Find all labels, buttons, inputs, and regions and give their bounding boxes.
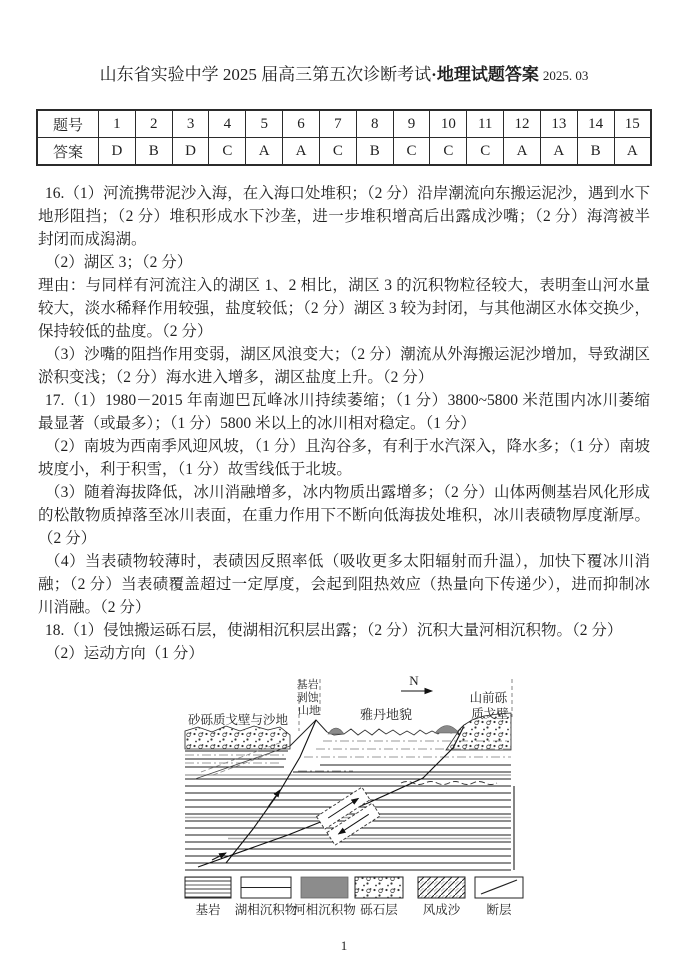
question-number-cell: 7 <box>319 110 356 138</box>
question-number-cell: 9 <box>393 110 430 138</box>
answer-cell: A <box>614 138 651 166</box>
legend-item <box>355 877 403 917</box>
table-row-answers <box>37 138 651 166</box>
answer-cell: C <box>319 138 356 166</box>
question-number-cell: 2 <box>135 110 172 138</box>
legend-item <box>475 877 523 917</box>
answer-cell: B <box>577 138 614 166</box>
question-number-cell: 6 <box>283 110 320 138</box>
answer-paragraph: （3）沙嘴的阻挡作用变弱，湖区风浪变大；（2 分）潮流从外海搬运泥沙增加，导致湖区淤积变浅；（2 分）海水进入增多，湖区盐度上升。（2 分） <box>38 346 650 386</box>
row-header-question: 题号 <box>37 110 99 138</box>
answer-paragraph: （4）当表碛物较薄时，表碛因反照率低（吸收更多太阳辐射而升温），加快下覆冰川消融；（2 分）当表碛覆盖超过一定厚度，会起到阻热效应（热量向下传递少），进而抑制冰川消融。（2 分） <box>38 553 650 616</box>
answer-cell: D <box>172 138 209 166</box>
answer-cell: C <box>430 138 467 166</box>
answer-cell: A <box>246 138 283 166</box>
legend-label: 断层 <box>486 903 512 917</box>
answer-paragraph: 理由：与同样有河流注入的湖区 1、2 相比，湖区 3 的沉积物粒径较大，表明奎山河水量较大，淡水稀释作用较强，盐度较低；（2 分）湖区 3 较为封闭，与其他湖区水体交换少，保持较低的盐度。（2 分） <box>38 277 650 340</box>
question-number-cell: 1 <box>99 110 136 138</box>
answer-paragraph: （2）南坡为西南季风迎风坡，（1 分）且沟谷多，有利于水汽深入，降水多；（1 分）南坡坡度小，利于积雪，（1 分）故雪线低于北坡。 <box>38 438 650 478</box>
question-number-cell: 13 <box>540 110 577 138</box>
legend <box>185 877 523 917</box>
answer-paragraph: （2）运动方向（1 分） <box>45 645 204 662</box>
question-number-cell: 14 <box>577 110 614 138</box>
answer-paragraph: 16.（1）河流携带泥沙入海，在入海口处堆积；（2 分）沿岸潮流向东搬运泥沙，遇到水下地形阻挡；（2 分）堆积形成水下沙垄，进一步堆积增高后出露成沙嘴；（2 分）海湾被半封闭而成潟湖。 <box>38 185 650 248</box>
bedrock-mountain <box>290 720 327 746</box>
sand-mound <box>328 728 344 734</box>
page-number: 1 <box>340 938 348 953</box>
question-number-cell: 3 <box>172 110 209 138</box>
question-number-cell: 8 <box>356 110 393 138</box>
legend-item <box>235 877 298 917</box>
label-mountain: 基岩 剥蚀 山地 <box>296 679 320 717</box>
answer-paragraph: 18.（1）侵蚀搬运砾石层，使湖相沉积层出露；（2 分）沉积大量河相沉积物。（2 分） <box>45 622 623 639</box>
legend-label: 河相沉积物 <box>293 903 356 917</box>
answer-cell: A <box>540 138 577 166</box>
legend-swatch-aeolian-icon <box>418 877 465 898</box>
row-header-answer: 答案 <box>37 138 99 166</box>
answer-paragraph: 17.（1）1980－2015 年南迦巴瓦峰冰川持续萎缩；（1 分）3800~5800 米范围内冰川萎缩最显著（或最多）；（1 分）5800 米以上的冰川相对稳定。（1 分） <box>38 392 650 432</box>
title-date: 2025. 03 <box>542 68 589 83</box>
north-arrow-icon <box>401 673 432 691</box>
answer-paragraph: （2）湖区 3；（2 分） <box>45 254 193 271</box>
legend-item <box>293 877 356 917</box>
page-title <box>0 62 688 89</box>
legend-label: 风成沙 <box>422 903 461 917</box>
answer-cell: C <box>393 138 430 166</box>
question-number-cell: 15 <box>614 110 651 138</box>
legend-item <box>418 877 465 917</box>
label-yardang: 雅丹地貌 <box>359 707 413 722</box>
question-number-cell: 12 <box>504 110 541 138</box>
legend-swatch-bedrock-icon <box>185 877 231 898</box>
answer-paragraph: （3）随着海拔降低，冰川消融增多，冰内物质出露增多；（2 分）山体两侧基岩风化形成的松散物质掉落至冰川表面，在重力作用下不断向低海拔处堆积，冰川表碛物厚度渐厚。（2 分） <box>38 484 650 547</box>
legend-label: 基岩 <box>195 903 221 917</box>
legend-label: 湖相沉积物 <box>234 903 298 917</box>
movement-direction-boxes <box>317 787 381 845</box>
answer-key-table <box>36 109 652 166</box>
question-number-cell: 10 <box>430 110 467 138</box>
answer-cell: B <box>356 138 393 166</box>
question-number-cell: 4 <box>209 110 246 138</box>
answer-cell: A <box>504 138 541 166</box>
answer-text-block <box>0 166 688 665</box>
geology-cross-section-diagram <box>168 671 548 921</box>
geology-cross-section-figure <box>168 671 548 926</box>
legend-item <box>185 877 231 917</box>
north-label: N <box>409 673 419 688</box>
left-gravel-band <box>185 726 290 749</box>
answer-cell: C <box>467 138 504 166</box>
answer-cell: D <box>99 138 136 166</box>
legend-label: 砾石层 <box>360 903 398 917</box>
fault-movement-arrow-icon <box>268 790 280 807</box>
answer-cell: B <box>135 138 172 166</box>
question-number-cell: 11 <box>467 110 504 138</box>
answer-cell: C <box>209 138 246 166</box>
question-number-cell: 5 <box>246 110 283 138</box>
label-left-area: 砂砾质戈壁与沙地 <box>187 713 289 727</box>
title-subject: ·地理试题答案 <box>431 65 539 84</box>
legend-swatch-fluvial-icon <box>301 877 348 898</box>
sand-mound <box>435 726 459 734</box>
answer-cell: A <box>283 138 320 166</box>
title-main: 山东省实验中学 2025 届高三第五次诊断考试 <box>99 65 432 84</box>
legend-swatch-gravel-icon <box>355 877 403 898</box>
label-right-area: 山前砾 质戈壁 <box>469 691 509 721</box>
table-row-question-numbers <box>37 110 651 138</box>
